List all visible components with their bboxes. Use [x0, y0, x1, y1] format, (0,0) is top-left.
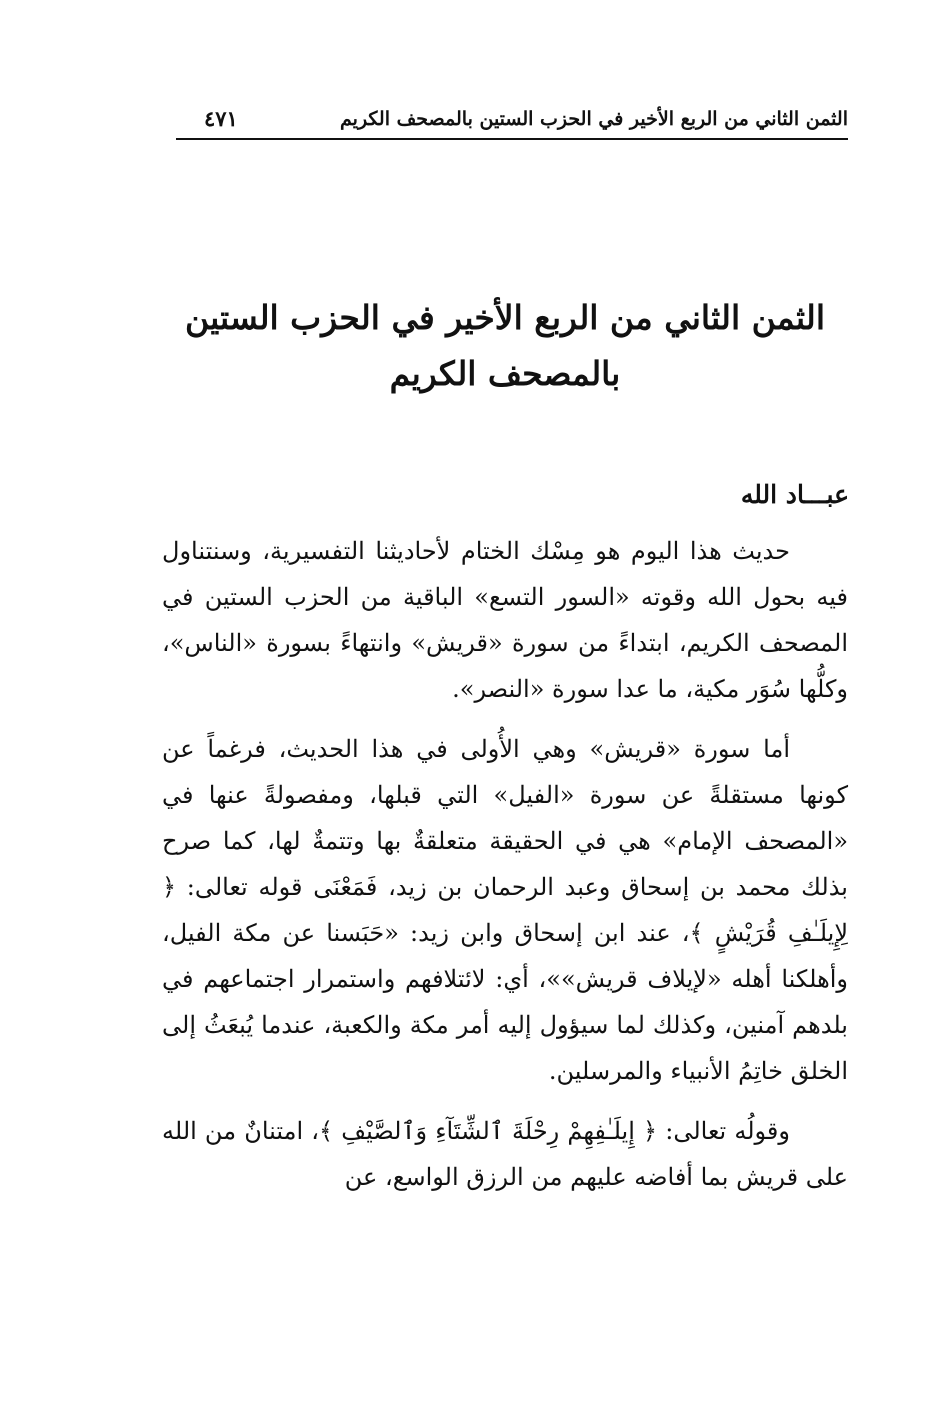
running-header [176, 106, 848, 140]
page-number: ٤٧١ [204, 106, 238, 131]
section-heading: عبـــاد الله [740, 480, 849, 509]
body-text [162, 528, 848, 1214]
chapter-title [160, 290, 850, 402]
paragraph-1: حديث هذا اليوم هو مِسْك الختام لأحاديثنا التفسيرية، وسنتناول فيه بحول الله وقوته «السور التسع» الباقية من الحزب الستين في المصحف الكريم، ابتداءً من سورة «قريش» وانتهاءً بسورة «الناس»، وكلُّها سُوَر مكية، ما عدا سورة «النصر». [162, 537, 848, 703]
running-title: الثمن الثاني من الربع الأخير في الحزب الستين بالمصحف الكريم [340, 108, 848, 130]
chapter-title-line-2: بالمصحف الكريم [389, 354, 621, 393]
paragraph-3: وقولُه تعالى: ﴿ إِيلَـٰفِهِمْ رِحْلَةَ ٱلشِّتَآءِ وَٱلصَّيْفِ ﴾، امتنانٌ من الله على قريش بما أفاضه عليهم من الرزق الواسع، عن [162, 1117, 848, 1191]
paragraph-2: أما سورة «قريش» وهي الأُولى في هذا الحديث، فرغماً عن كونها مستقلةً عن سورة «الفيل» التي قبلها، ومفصولةً عنها في «المصحف الإمام» هي في الحقيقة متعلقةٌ بها وتتمةٌ لها، كما صرح بذلك محمد بن إسحاق وعبد الرحمان بن زيد، فَمَعْنَى قوله تعالى: ﴿ لِإِيلَـٰفِ قُرَيْشٍ ﴾، عند ابن إسحاق وابن زيد: «حَبَسنا عن مكة الفيل، وأهلكنا أهله «لإيلاف قريش»»، أي: لائتلافهم واستمرار اجتماعهم في بلدهم آمنين، وكذلك لما سيؤول إليه أمر مكة والكعبة، عندما يُبعَثُ إلى الخلق خاتِمُ الأنبياء والمرسلين. [162, 735, 849, 1085]
chapter-title-line-1: الثمن الثاني من الربع الأخير في الحزب الستين [184, 298, 826, 337]
